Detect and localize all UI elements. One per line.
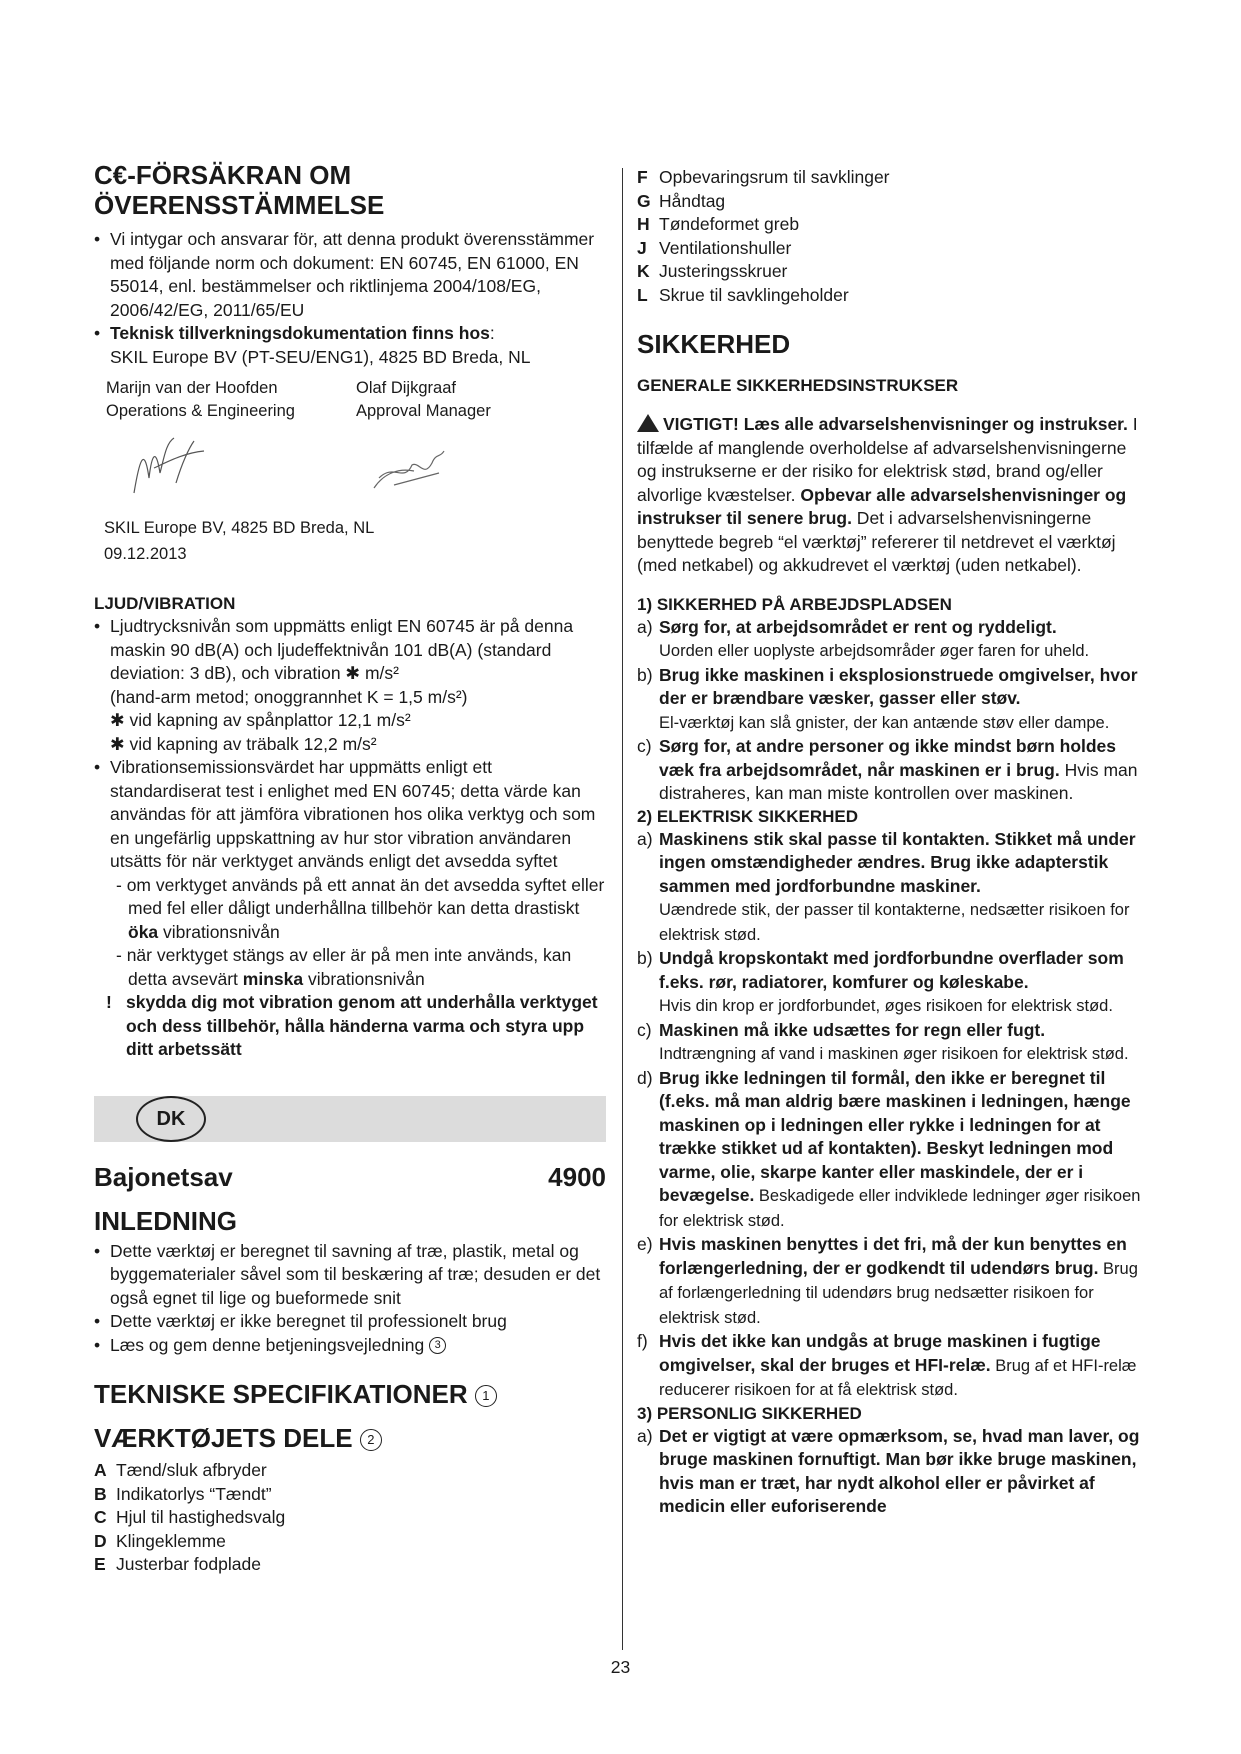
spec-heading: TEKNISKE SPECIFIKATIONER 1 [94,1379,606,1409]
part-item: B Indikatorlys “Tændt” [94,1483,272,1504]
safety-item: a) Sørg for, at arbejdsområdet er rent og ryddeligt. Uorden eller uoplyste arbejdsområder øger faren for uheld. [637,616,1090,660]
language-badge: DK [136,1096,206,1142]
part-item: E Justerbar fodplade [94,1554,261,1574]
section-heading: 3) PERSONLIG SIKKERHED [637,1403,862,1423]
signatories [94,377,606,423]
left-column [94,160,606,1577]
dash-item: - när verktyget stängs av eller är på men inte används, kan detta avsevärt minska vibrationsnivån [116,945,572,989]
part-item: A Tænd/sluk afbryder [94,1460,267,1480]
declaration-bullet: • Vi intygar och ansvarar för, att denna produkt överensstämmer med följande norm och dokument: EN 60745, EN 61000, EN 55014, enl. bestämmelser och riktlinjema 2004/108/EG, 2006/42/EG, 2011/65/EU [94,228,606,322]
column-divider [622,168,623,1650]
ce-mark: C€ [94,160,128,190]
part-item: C Hjul til hastighedsvalg [94,1507,286,1527]
intro-bullet: • Læs og gem denne betjeningsvejledning 3 [94,1334,606,1358]
part-item: H Tøndeformet greb [637,214,800,234]
declaration-date: 09.12.2013 [104,545,187,563]
signatures [94,423,606,515]
parts-heading: VÆRKTØJETS DELE 2 [94,1423,606,1453]
language-section-bar [94,1096,606,1142]
noise-bullet: • Vibrationsemissionsvärdet har uppmätts enligt ett standardiserat test i enlighet med EN 60745; detta värde kan användas för att jämföra vibrationen hos olika verktyg och som en ungefärlig uppskattning av hur stor vibration användaren utsätts för när verktyget används enligt det avsedda syftet [94,756,606,874]
handwritten-signatures [94,423,606,515]
part-item: D Klingeklemme [94,1530,226,1551]
part-item: G Håndtag [637,190,726,211]
important-notice: VIGTIGT! Læs alle advarselshenvisninger og instrukser. I tilfælde af manglende overholdelse af advarselshenvisningerne og instrukserne er der risiko for elektrisk stød, brand og/eller alvorlige kvæstelser. Opbevar alle advarselshenvisninger og instrukser til senere brug. Det i advarselshenvisningerne benyttede begreb “el værktøj” refererer til netdrevet el værktøj (med netkabel) og akkudrevet el værktøj (uden netkabel). [637,414,1138,575]
vibration-warning: ! skydda dig mot vibration genom att underhålla verktyget och dess tillbehör, hålla händerna varma och styra upp ditt arbetssätt [104,991,606,1062]
product-number: 4900 [548,1161,606,1192]
signatory-name: Olaf Dijkgraaf [356,379,456,397]
part-item: L Skrue til savklingeholder [637,284,849,305]
general-safety-heading: GENERALE SIKKERHEDSINSTRUKSER [637,376,959,395]
safety-item: d) Brug ikke ledningen til formål, den ikke er beregnet til (f.eks. må man aldrig bære maskinen i ledningen, hænge maskinen op i ledningen eller rykke i ledningen for at trække stikket ud af kontakten). Beskyt ledningen mod varme, olie, skarpe kanter eller maskindele, der er i bevægelse. Beskadigede eller indviklede ledninger øger risikoen for elektrisk stød. [637,1067,1141,1230]
safety-item: c) Maskinen må ikke udsættes for regn eller fugt. Indtrængning af vand i maskinen øger risikoen for elektrisk stød. [637,1019,1129,1063]
figure-ref: 3 [429,1337,446,1354]
safety-item: b) Brug ikke maskinen i eksplosionstruede omgivelser, hvor der er brændbare væsker, gasser eller støv. El-værktøj kan slå gnister, der kan antænde støv eller dampe. [637,664,1138,732]
safety-item: a) Det er vigtigt at være opmærksom, se, hvad man laver, og bruge maskinen fornuftigt. Man bør ikke bruge maskinen, hvis man er træt, har nydt alkohol eller er påvirket af medicin eller euforiserende [637,1425,1140,1516]
declaration-bullet: • Teknisk tillverkningsdokumentation finns hos: SKIL Europe BV (PT-SEU/ENG1), 4825 BD Breda, NL [94,322,606,369]
company-address: SKIL Europe BV, 4825 BD Breda, NL [104,519,375,537]
product-name: Bajonetsav [94,1161,233,1192]
part-item: J Ventilationshuller [637,237,792,258]
safety-item: b) Undgå kropskontakt med jordforbundne overflader som f.eks. rør, radiatorer, komfurer og køleskabe. Hvis din krop er jordforbundet, øges risikoen for elektrisk stød. [637,948,1124,1015]
section-heading: 2) ELEKTRISK SIKKERHED [637,806,859,826]
figure-ref: 2 [360,1429,382,1451]
safety-item: e) Hvis maskinen benyttes i det fri, må der kun benyttes en forlængerledning, der er godkendt til udendørs brug. Brug af forlængerledning til udendørs brug nedsætter risikoen for elektrisk stød. [637,1234,1138,1327]
safety-heading: SIKKERHED [637,329,791,359]
page-number: 23 [610,1657,631,1677]
part-item: F Opbevaringsrum til savklinger [637,167,890,187]
part-item: K Justeringsskruer [637,261,788,281]
section-heading: 1) SIKKERHED PÅ ARBEJDSPLADSEN [637,594,952,614]
dash-item: - om verktyget används på ett annat än det avsedda syftet eller med fel eller dåligt underhållna tillbehör kan detta drastiskt öka vibrationsnivån [116,874,605,942]
right-column [637,166,1147,1519]
signatory-name: Marijn van der Hoofden [106,379,278,397]
parts-list-left [94,1459,606,1577]
intro-bullet: • Dette værktøj er ikke beregnet til professionelt brug [94,1310,606,1334]
product-title-row [94,1162,606,1192]
safety-item: c) Sørg for, at andre personer og ikke mindst børn holdes væk fra arbejdsområdet, når maskinen er i brug. Hvis man distraheres, kan man miste kontrollen over maskinen. [637,736,1138,803]
safety-item: a) Maskinens stik skal passe til kontakten. Stikket må under ingen omstændigheder ændres. Brug ikke adapterstik sammen med jordforbundne maskiner. Uændrede stik, der passer til kontakterne, nedsætter risikoen for elektrisk stød. [637,828,1136,944]
noise-heading: LJUD/VIBRATION [94,594,236,613]
signatory-role: Approval Manager [356,402,491,420]
safety-item: f) Hvis det ikke kan undgås at bruge maskinen i fugtige omgivelser, skal der bruges et HFI-relæ. Brug af et HFI-relæ reducerer risikoen for at få elektrisk stød. [637,1331,1137,1399]
parts-list-right [637,166,1147,307]
signatory-role: Operations & Engineering [106,402,295,420]
warning-icon [637,414,659,432]
intro-heading: INLEDNING [94,1205,237,1236]
intro-bullet: • Dette værktøj er beregnet til savning af træ, plastik, metal og byggematerialer såvel som til beskæring af træ; desuden er det også egnet til lige og bueformede snit [94,1240,606,1311]
figure-ref: 1 [475,1385,497,1407]
noise-bullet: • Ljudtrycksnivån som uppmätts enligt EN 60745 är på denna maskin 90 dB(A) och ljudeffektnivån 101 dB(A) (standard deviation: 3 dB), och vibration ✱ m/s² (hand-arm metod; onoggrannhet K = 1,5 m/s²) ✱ vid kapning av spånplattor 12,1 m/s² ✱ vid kapning av träbalk 12,2 m/s² [94,615,606,756]
declaration-title: C€-FÖRSÄKRAN OM ÖVERENSSTÄMMELSE [94,160,385,220]
